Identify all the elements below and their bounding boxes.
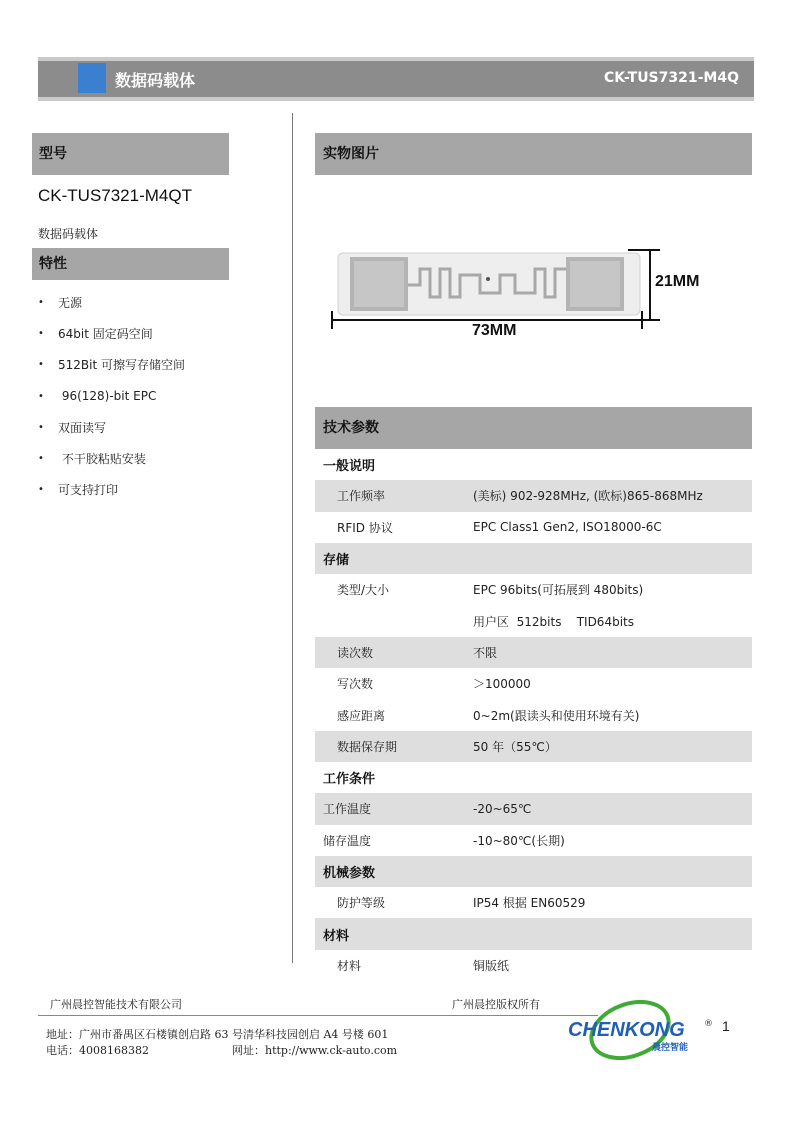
- table-row: 数据保存期 50 年（55℃）: [315, 731, 752, 762]
- model-code: CK-TUS7321-M4QT: [38, 186, 192, 205]
- header-accent-square: [78, 63, 106, 93]
- features-heading: 特性: [32, 248, 229, 280]
- bullet-icon: •: [38, 484, 44, 496]
- table-category: 工作条件: [323, 772, 376, 788]
- column-divider: [292, 113, 293, 963]
- table-category: 材料: [315, 918, 752, 949]
- header-top-stripe: [38, 57, 754, 61]
- footer-website: 网址：http://www.ck-auto.com: [232, 1044, 398, 1057]
- bullet-icon: •: [38, 390, 44, 402]
- table-row: 写次数 ＞100000: [337, 677, 531, 692]
- feature-item: • 可支持打印: [38, 483, 119, 498]
- table-category: 存储: [315, 543, 752, 574]
- table-row: 材料 铜版纸: [337, 958, 510, 973]
- feature-item: • 无源: [38, 296, 83, 311]
- table-row: 工作温度 -20~65℃: [315, 793, 752, 824]
- table-row: 防护等级 IP54 根据 EN60529: [337, 896, 586, 911]
- header-product-code: CK-TUS7321-M4Q: [603, 70, 739, 86]
- feature-item: • 64bit 固定码空间: [38, 327, 153, 342]
- dimension-height-label: 21MM: [655, 273, 700, 290]
- footer-company: 广州晨控智能技术有限公司: [50, 998, 182, 1011]
- rfid-tag-photo: [330, 245, 710, 345]
- feature-item: • 双面读写: [38, 420, 107, 435]
- bullet-icon: •: [38, 359, 44, 371]
- table-row: RFID 协议 EPC Class1 Gen2, ISO18000-6C: [337, 520, 662, 535]
- bullet-icon: •: [38, 421, 44, 433]
- table-row: 储存温度 -10~80℃(长期): [323, 833, 565, 848]
- dimension-width-label: 73MM: [472, 322, 517, 339]
- footer-address: 地址：广州市番禺区石楼镇创启路 63 号清华科技园创启 A4 号楼 601: [46, 1028, 389, 1041]
- table-row: 工作频率 (美标) 902-928MHz, (欧标)865-868MHz: [315, 480, 752, 511]
- logo-registered-mark: ®: [704, 1019, 713, 1029]
- logo-chinese-name: 晨控智能: [652, 1043, 689, 1053]
- table-row: 类型/大小 EPC 96bits(可拓展到 480bits): [337, 583, 644, 598]
- model-heading: 型号: [32, 133, 229, 175]
- model-description: 数据码载体: [38, 227, 99, 241]
- table-category: 一般说明: [323, 459, 376, 475]
- tag-chip: [486, 277, 490, 281]
- feature-item: • 512Bit 可擦写存储空间: [38, 358, 185, 373]
- feature-item: • 不干胶粘贴安装: [38, 452, 146, 467]
- footer-copyright: 广州晨控版权所有: [452, 998, 540, 1011]
- table-category: 机械参数: [315, 856, 752, 887]
- table-row: 读次数 不限: [315, 637, 752, 668]
- footer-phone: 电话：4008168382: [46, 1044, 149, 1057]
- chenkong-logo: [566, 1000, 716, 1060]
- feature-item: • 96(128)-bit EPC: [38, 389, 157, 404]
- table-row: 感应距离 0~2m(跟读头和使用环境有关): [337, 708, 640, 723]
- footer-divider: [38, 1015, 598, 1016]
- tech-params-table: [315, 449, 752, 981]
- tech-params-heading: 技术参数: [315, 407, 752, 449]
- bullet-icon: •: [38, 453, 44, 465]
- bullet-icon: •: [38, 328, 44, 340]
- logo-wordmark: CHENKONG: [568, 1019, 685, 1041]
- header-title: 数据码载体: [115, 71, 196, 90]
- page-number: 1: [722, 1018, 730, 1034]
- table-row: 用户区 512bits TID64bits: [473, 614, 634, 629]
- bullet-icon: •: [38, 297, 44, 309]
- photo-heading: 实物图片: [315, 133, 752, 175]
- header-bottom-stripe: [38, 97, 754, 101]
- features-list: [38, 287, 185, 505]
